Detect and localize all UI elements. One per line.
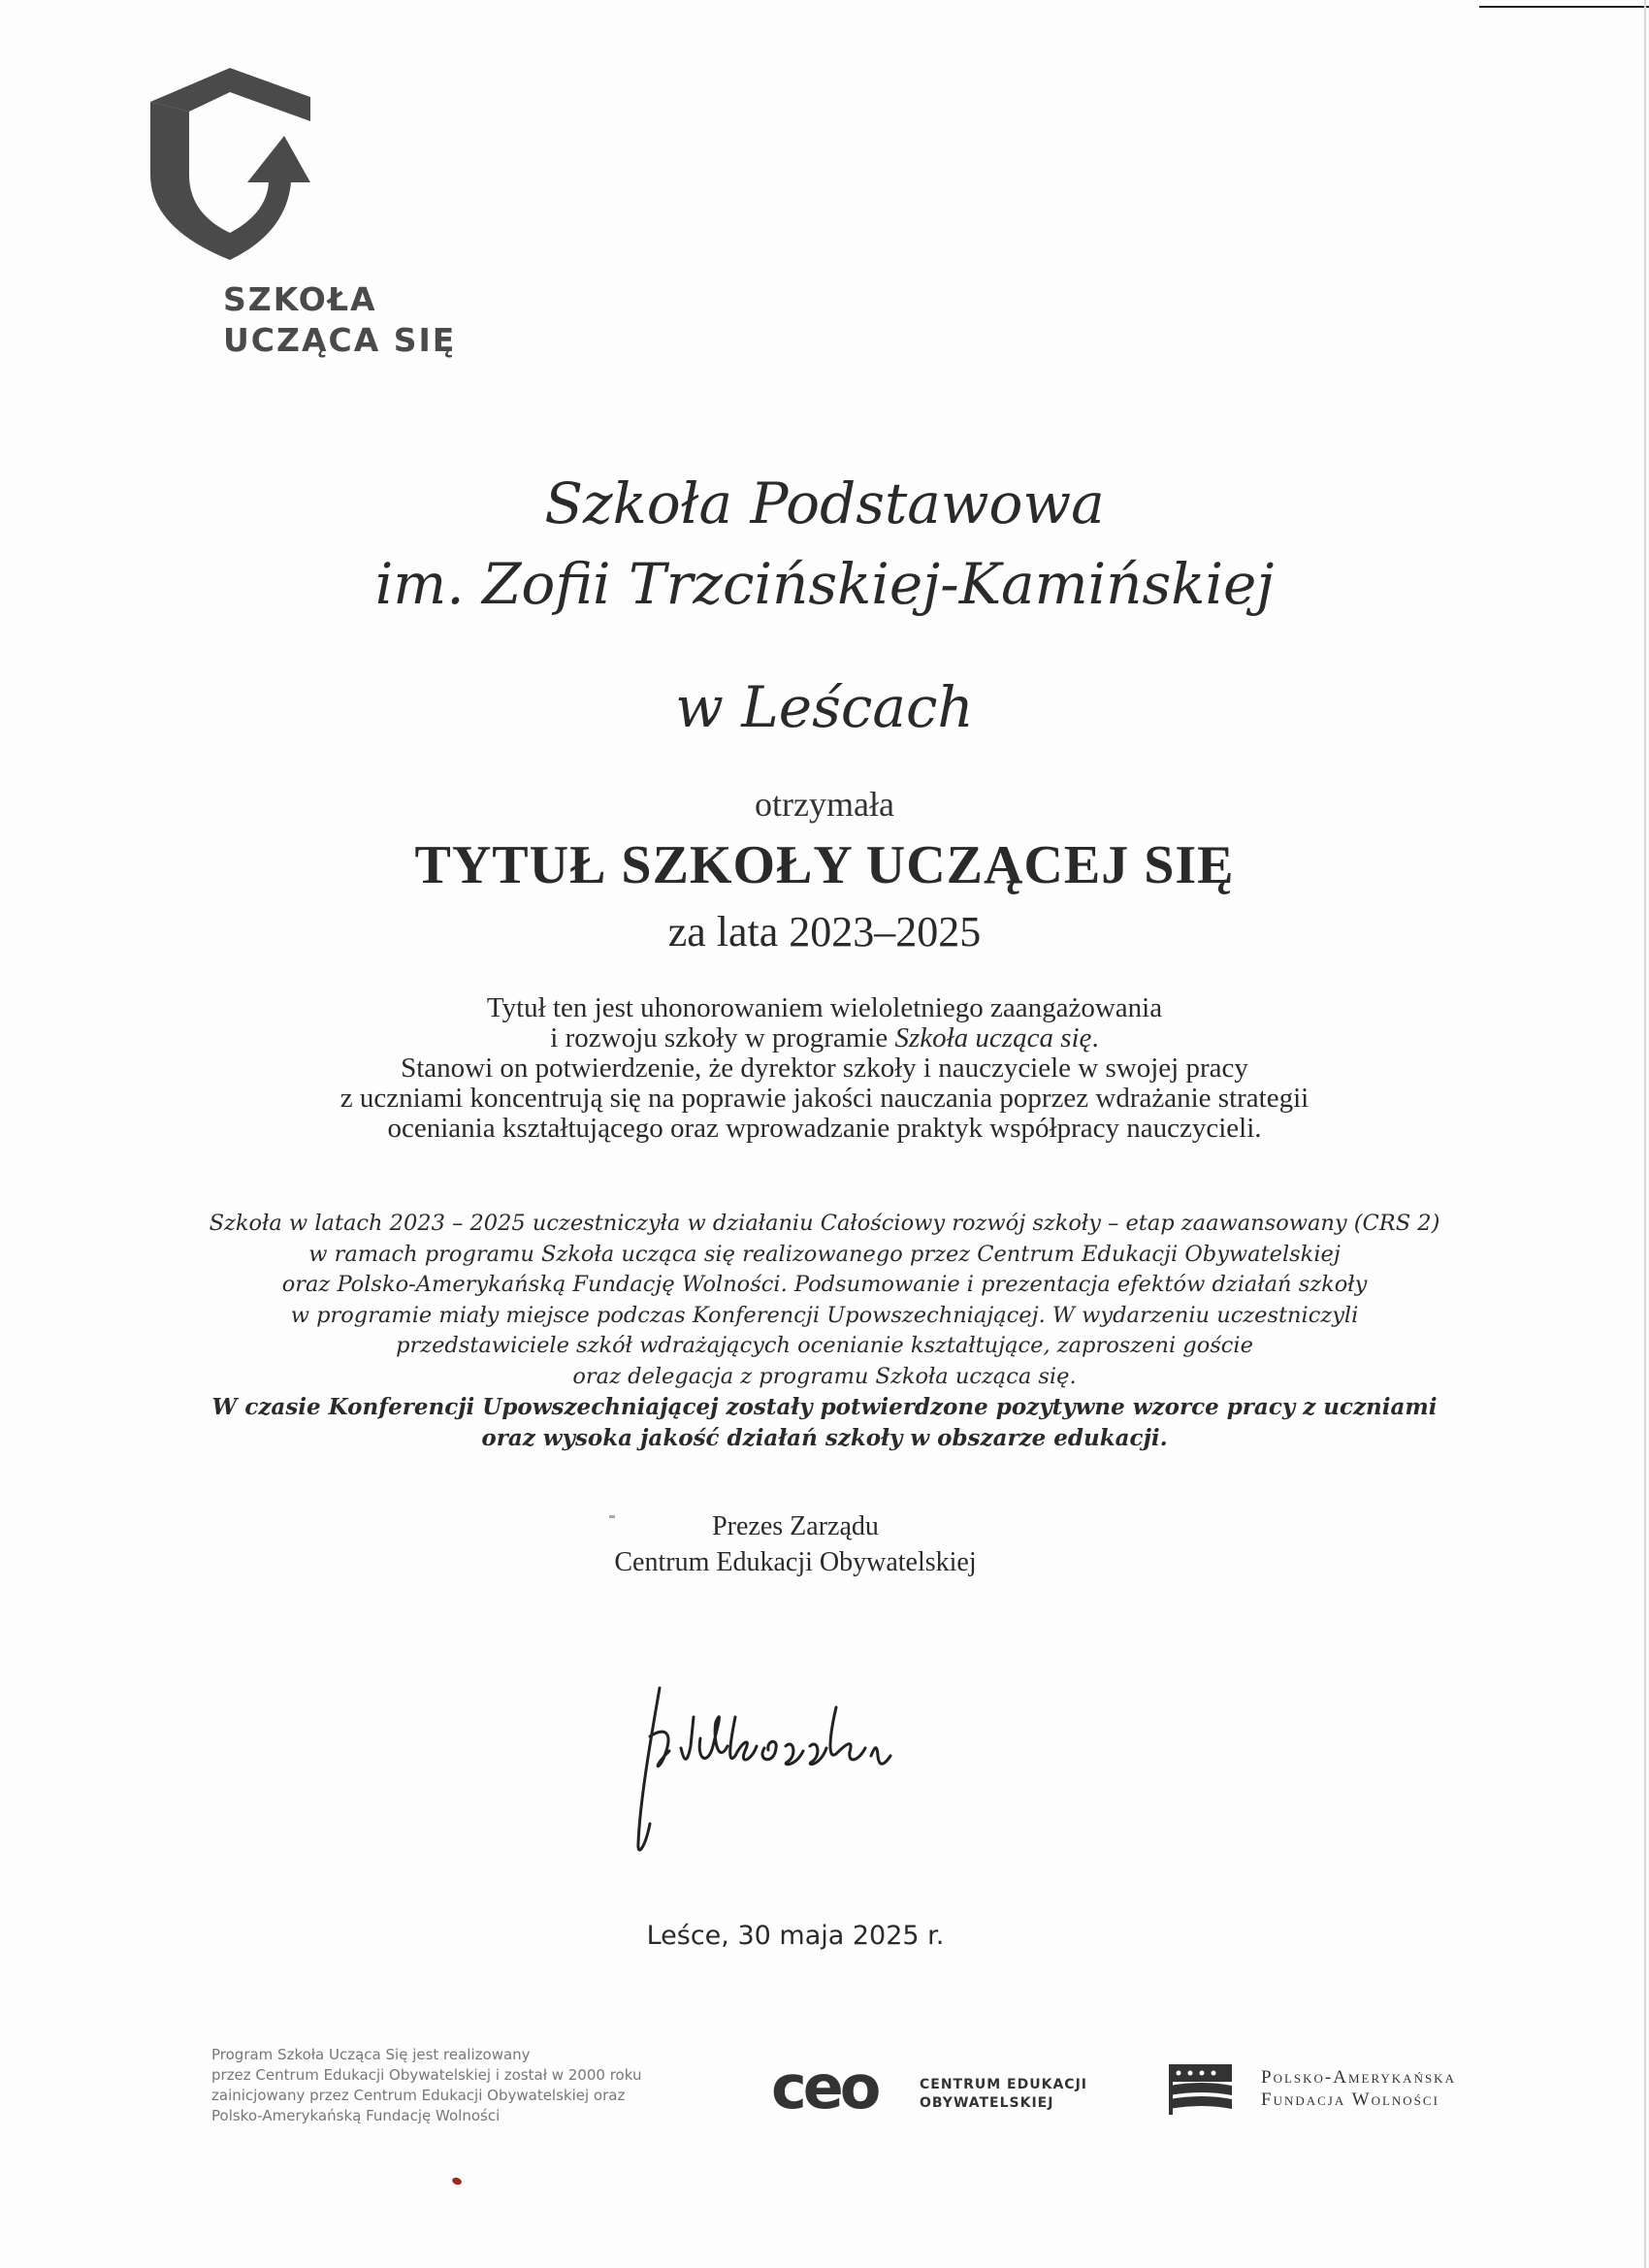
program-logo-text (223, 279, 456, 361)
logo-line-2: UCZĄCA SIĘ (223, 321, 457, 359)
award-years: za lata 2023–2025 (667, 908, 982, 956)
received-label: otrzymała (755, 785, 894, 824)
signatory-block (0, 1508, 1591, 1580)
details-line: w ramach programu Szkoła ucząca się realizowanego przez Centrum Edukacji Obywatelskiej (308, 1241, 1341, 1267)
description-line (0, 1023, 1649, 1053)
ceo-name (920, 2076, 1087, 2113)
signatory-role: Prezes Zarządu (712, 1511, 879, 1541)
paff-name (1261, 2066, 1456, 2111)
confirmation-line: W czasie Konferencji Upowszechniającej zostały potwierdzone pozytywne wzorce pracy z uczniami (211, 1394, 1438, 1420)
flag-emblem-icon (1164, 2057, 1237, 2120)
school-name-line-1: Szkoła Podstawowa (544, 470, 1105, 536)
footnote-line: przez Centrum Edukacji Obywatelskiej i został w 2000 roku (211, 2066, 642, 2084)
shield-arrow-icon (150, 68, 310, 262)
footnote-line: Polsko-Amerykańską Fundację Wolności (211, 2107, 501, 2124)
details-line: oraz delegacja z programu Szkoła ucząca się. (572, 1363, 1077, 1389)
footnote-line: zainicjowany przez Centrum Edukacji Obywatelskiej oraz (211, 2087, 626, 2104)
description-text: i rozwoju szkoły w programie (550, 1022, 895, 1053)
issue-date: Leśce, 30 maja 2025 r. (646, 1921, 945, 1951)
details-line: oraz Polsko-Amerykańską Fundację Wolności. Podsumowanie i prezentacja efektów działań szkoły (281, 1272, 1368, 1297)
description-line: oceniania kształtującego oraz wprowadzanie praktyk współpracy nauczycieli. (387, 1113, 1262, 1144)
ceo-name-line: OBYWATELSKIEJ (920, 2095, 1054, 2111)
details-line: Szkoła w latach 2023 – 2025 uczestniczyła w działaniu Całościowy rozwój szkoły – etap zaawansowany (CRS 2) (209, 1211, 1440, 1236)
logo-line-1: SZKOŁA (223, 280, 377, 318)
school-name-line-2: im. Zofii Trzcińskiej-Kamińskiej (374, 551, 1275, 617)
ceo-mark: ceo (771, 2055, 878, 2117)
ceo-logo (769, 2055, 905, 2117)
award-title: TYTUŁ SZKOŁY UCZĄCEJ SIĘ (414, 835, 1235, 895)
school-location: w Leścach (675, 674, 974, 740)
details-line: w programie miały miejsce podczas Konferencji Upowszechniającej. W wydarzeniu uczestniczyli (290, 1302, 1359, 1328)
scan-speck (451, 2177, 463, 2187)
award-description (0, 993, 1649, 1144)
paff-name-line: Polsko-Amerykańska (1261, 2067, 1456, 2088)
ceo-name-line: CENTRUM EDUKACJI (920, 2077, 1087, 2092)
description-line: z uczniami koncentrują się na poprawie jakości nauczania poprzez wdrażanie strategii (340, 1083, 1310, 1114)
signatory-organization: Centrum Edukacji Obywatelskiej (614, 1547, 977, 1577)
program-footnote (211, 2045, 641, 2126)
paff-name-line: Fundacja Wolności (1261, 2090, 1439, 2110)
description-line: Stanowi on potwierdzenie, że dyrektor szkoły i nauczyciele w swojej pracy (401, 1053, 1248, 1084)
confirmation-line: oraz wysoka jakość działań szkoły w obszarze edukacji. (481, 1424, 1168, 1451)
description-line: Tytuł ten jest uhonorowaniem wieloletniego zaangażowania (486, 992, 1163, 1023)
description-text: . (1091, 1022, 1099, 1053)
handwritten-signature (621, 1678, 912, 1863)
details-line: przedstawiciele szkół wdrażających ocenianie kształtujące, zaproszeni goście (396, 1333, 1253, 1358)
footnote-line: Program Szkoła Ucząca Się jest realizowany (211, 2046, 531, 2063)
participation-details (0, 1209, 1649, 1453)
scan-artifact-line (1479, 6, 1649, 8)
program-name: Szkoła ucząca się (894, 1022, 1092, 1053)
